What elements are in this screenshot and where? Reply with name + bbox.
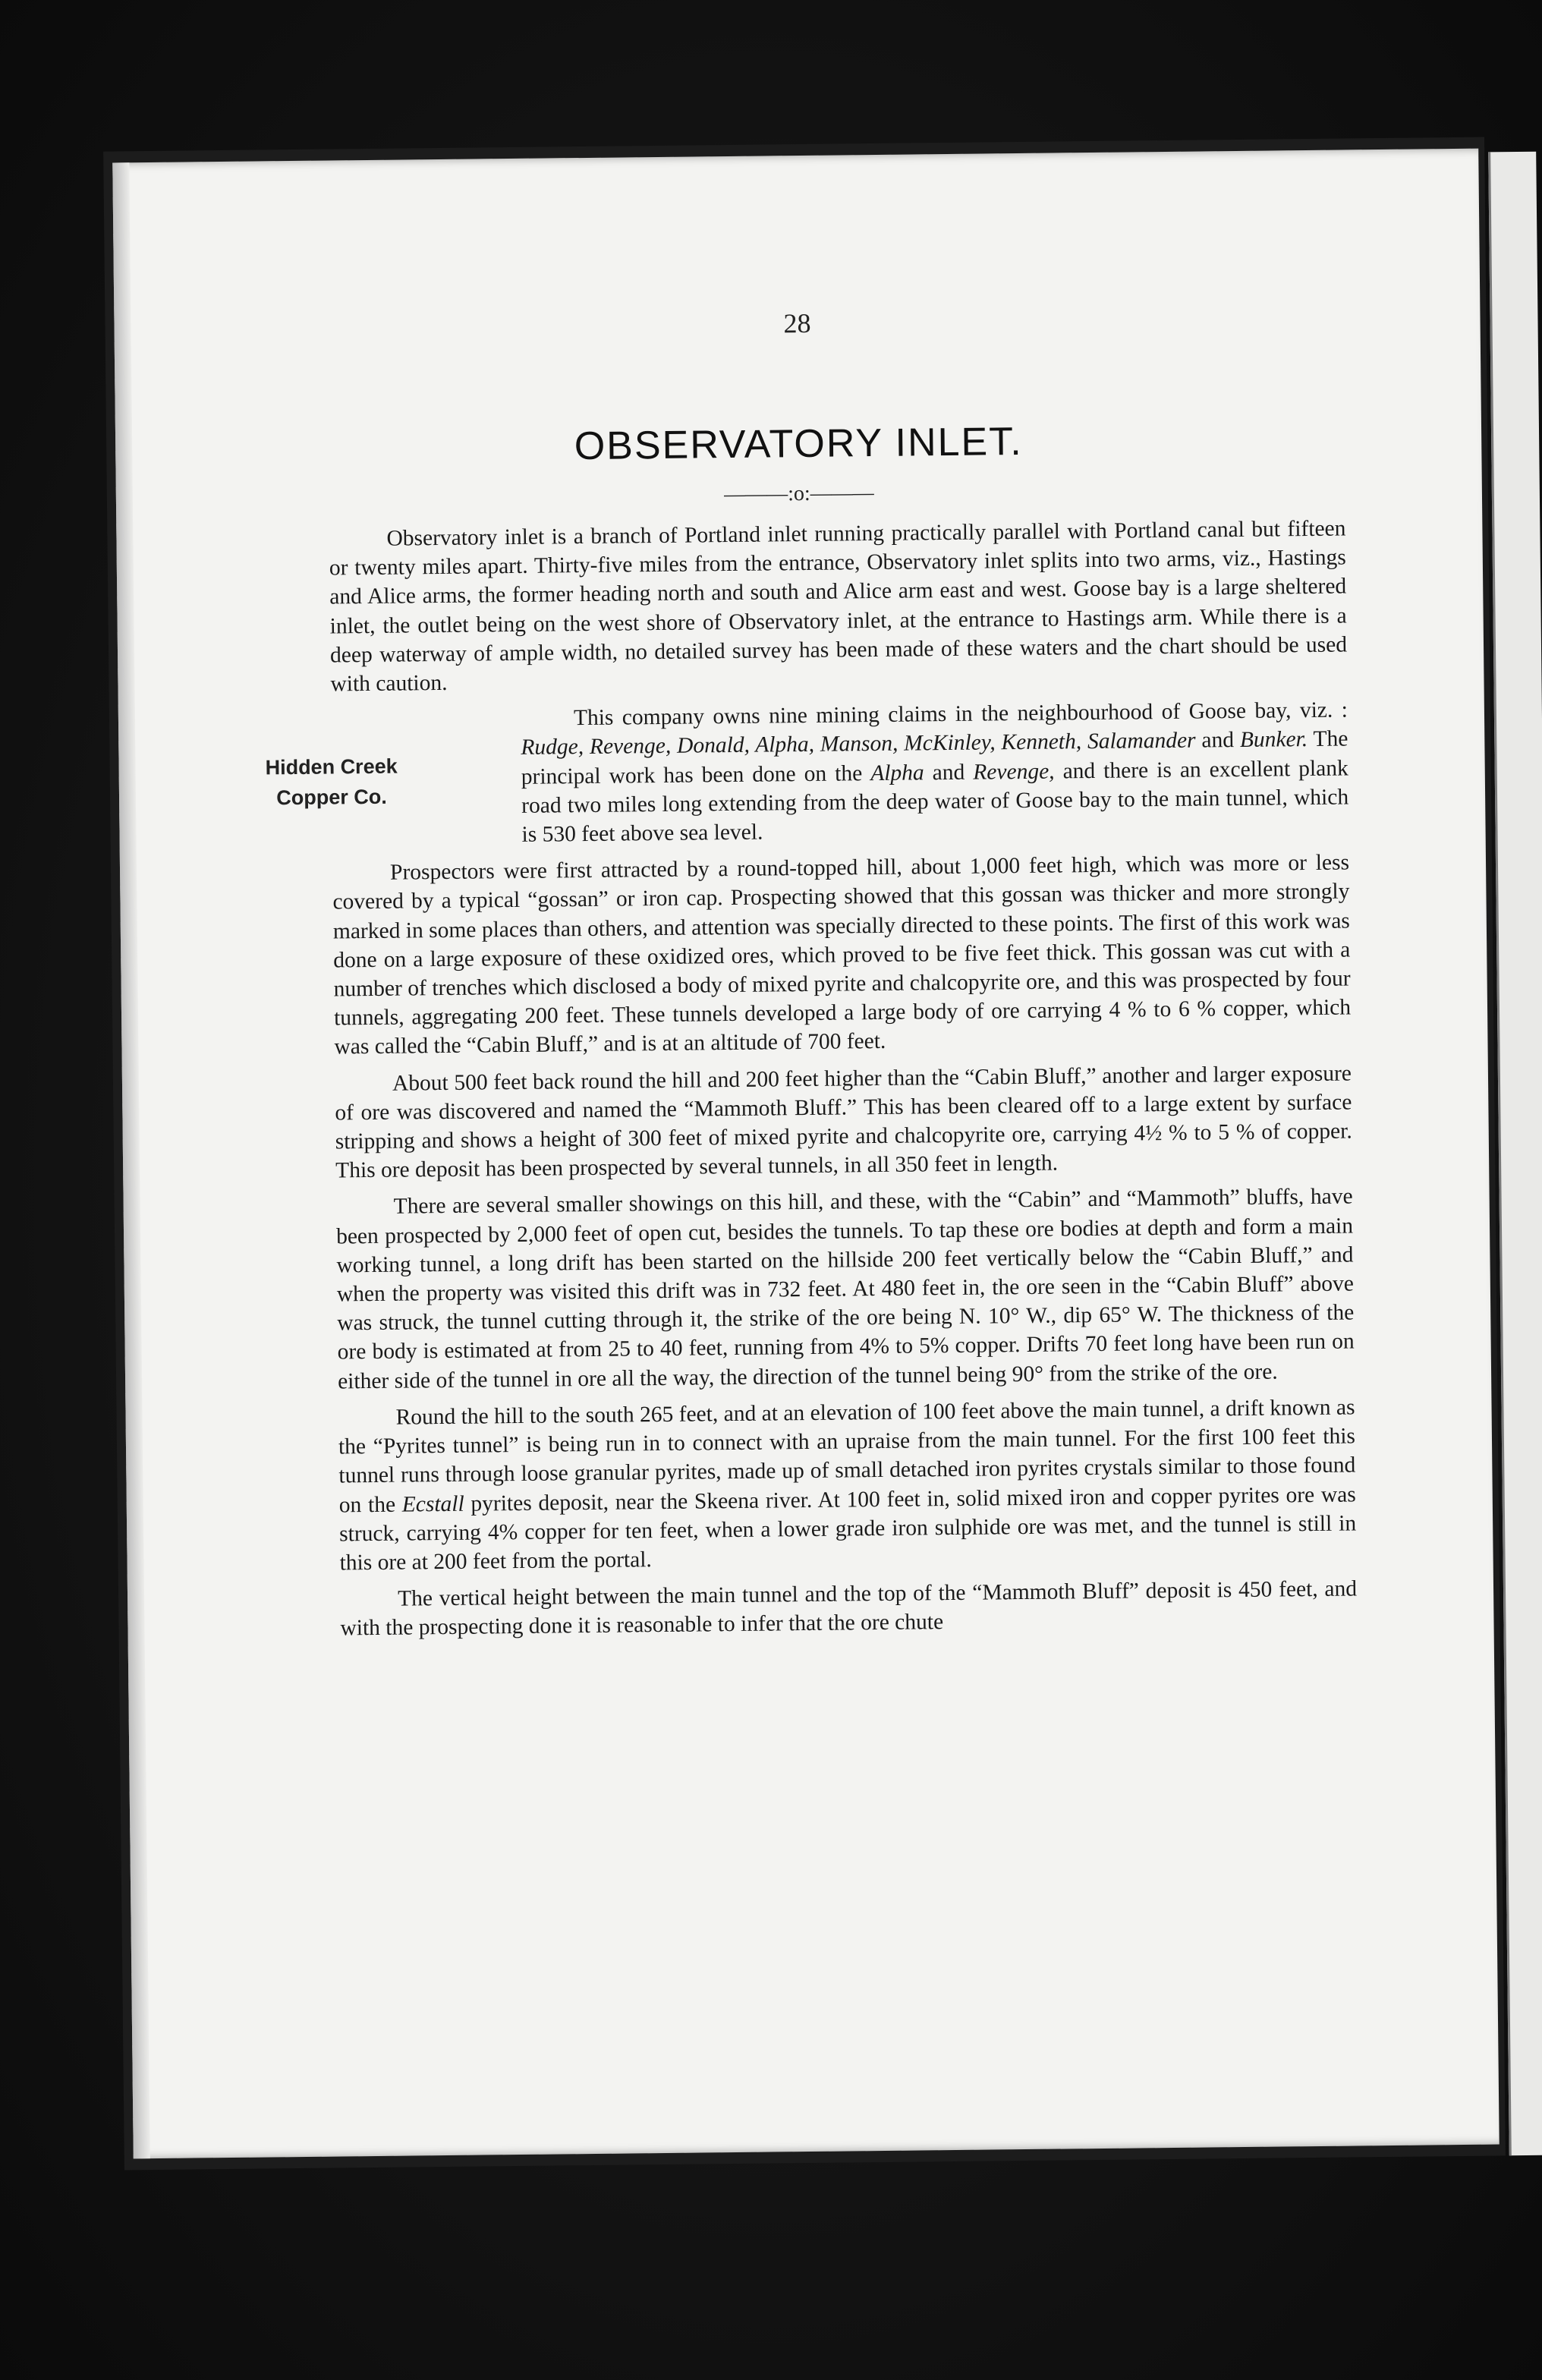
company-revenge: Revenge,	[973, 759, 1055, 785]
paragraph-prospectors: Prospectors were first attracted by a round-topped hill, about 1,000 feet high, which was more or less covered by a typical “gossan” or iron cap. Prospecting showed that this gossan was thicker and more strongly marked in some places than others, and attention was specially directed to these points. The first of this work was done on a large exposure of these oxidized ores, which proved to be five feet thick. This gossan was cut with a number of trenches which disclosed a body of mixed pyrite and chalcopyrite ore, and this was prospected by four tunnels, aggregating 200 feet. These tunnels developed a large body of ore carrying 4 % to 6 % copper, which was called the “Cabin Bluff,” and is at an altitude of 700 feet.	[332, 850, 1352, 1059]
body-text	[265, 515, 1358, 1651]
page-title: OBSERVATORY INLET.	[574, 419, 1023, 469]
page-number: 28	[783, 307, 811, 339]
document-page	[112, 149, 1499, 2159]
pyrites-text-a: Round the hill to the south 265 feet, and at an elevation of 100 feet above the main tunnel, a drift known as the “Pyrites tunnel” is being run in to connect with an upraise from the main tunnel. For the first 100 feet this tunnel runs through loose granular pyrites, made up of small detached iron pyrites crystals similar to those found on the	[338, 1395, 1356, 1517]
paragraph-mammoth-bluff: About 500 feet back round the hill and 200 feet higher than the “Cabin Bluff,” another and larger exposure of ore was discovered and named the “Mammoth Bluff.” This has been cleared off to a large extent by surface stripping and shows a height of 300 feet of mixed pyrite and chalcopyrite ore, carrying 4½ % to 5 % of copper. This ore deposit has been prospected by several tunnels, in all 350 feet in length.	[335, 1061, 1352, 1183]
paragraph-showings: There are several smaller showings on this hill, and these, with the “Cabin” and “Mammoth” bluffs, have been prospected by 2,000 feet of open cut, besides the tunnels. To tap these ore bodies at depth and form a main working tunnel, a long drift has been started on the hillside 200 feet vertically below the “Cabin Bluff,” and when the property was visited this drift was in 732 feet. At 480 feet in, the ore seen in the “Cabin Bluff” above was struck, the tunnel cutting through it, the strike of the ore being N. 10° W., dip 65° W. The thickness of the ore body is estimated at from 25 to 40 feet, running from 4% to 5% copper. Drifts 70 feet long have been run on either side of the tunnel in ore all the way, the direction of the tunnel being 90° from the strike of the ore.	[335, 1184, 1355, 1394]
company-text-3: and there is an excellent plank road two miles long extending from the deep water of Goose bay to the main tunnel, which is 530 feet above sea level.	[521, 756, 1349, 847]
pyrites-text-b: pyrites deposit, near the Skeena river. At 100 feet in, solid mixed iron and copper pyrites ore was struck, carrying 4% copper for ten feet, when a lower grade iron sulphide ore was met, and the tunnel is still in this ore at 200 feet from the portal.	[339, 1481, 1357, 1576]
company-bunker: Bunker.	[1239, 727, 1308, 753]
sidenote-line-2: Copper Co.	[276, 785, 387, 810]
sidenote-line-1: Hidden Creek	[265, 754, 398, 779]
title-separator: ———:o:———	[723, 481, 874, 507]
company-section	[265, 696, 1349, 852]
company-text-1: This company owns nine mining claims in the neighbourhood of Goose bay, viz. :	[573, 697, 1348, 731]
company-text-2: The principal work has been done on the	[521, 726, 1348, 789]
company-and: and	[1201, 728, 1235, 753]
company-claims: Rudge, Revenge, Donald, Alpha, Manson, McKinley, Kenneth, Salamander	[521, 729, 1196, 760]
company-and-2: and	[932, 760, 965, 785]
paragraph-vertical-height: The vertical height between the main tunnel and the top of the “Mammoth Bluff” deposit is 450 feet, and with the prospecting done it is reasonable to infer that the ore chute	[340, 1576, 1358, 1641]
sidenote-company	[240, 751, 423, 814]
paragraph-company	[521, 696, 1349, 849]
paragraph-pyrites-tunnel	[338, 1393, 1356, 1577]
paragraph-intro: Observatory inlet is a branch of Portland inlet running practically parallel with Portland canal but fifteen or twenty miles apart. Thirty-five miles from the entrance, Observatory inlet splits into two arms, viz., Hastings and Alice arms, the former heading north and south and Alice arm east and west. Goose bay is a large sheltered inlet, the outlet being on the west shore of Observatory inlet, at the entrance to Hastings arm. While there is a deep waterway of ample width, no detailed survey has been made of these waters and the chart should be used with caution.	[329, 516, 1348, 697]
pyrites-ecstall: Ecstall	[401, 1491, 464, 1517]
company-alpha: Alpha	[870, 760, 924, 785]
